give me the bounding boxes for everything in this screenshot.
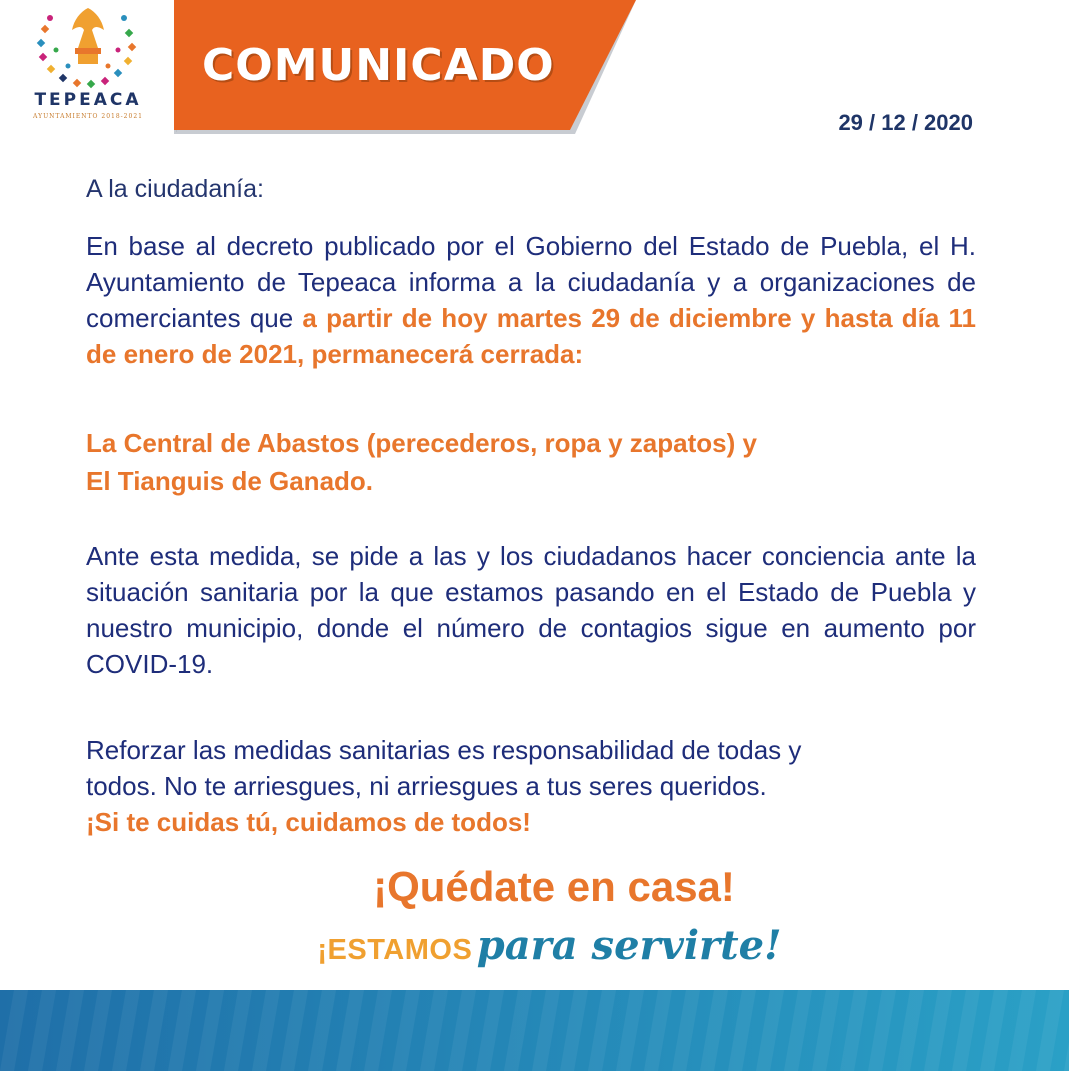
measures-line-1: Reforzar las medidas sanitarias es responsabilidad de todas y (86, 735, 802, 765)
measures-paragraph (86, 732, 976, 840)
logo-subtitle: AYUNTAMIENTO 2018-2021 (33, 113, 143, 120)
footer-pattern-band (0, 990, 1069, 1071)
stay-home-heading: ¡Quédate en casa! (373, 863, 735, 910)
logo-wordmark: TEPEACA (34, 90, 142, 110)
page-title: COMUNICADO (202, 40, 555, 91)
greeting: A la ciudadanía: (86, 175, 264, 203)
announcement-paragraph (86, 228, 976, 372)
care-slogan: ¡Si te cuidas tú, cuidamos de todos! (86, 807, 531, 837)
closed-locations (86, 424, 976, 500)
slogan-part-servirte: para servirte! (476, 922, 782, 969)
awareness-paragraph: Ante esta medida, se pide a las y los ciudadanos hacer conciencia ante la situación sanitaria por la que estamos pasando en el Estado de Puebla y nuestro municipio, donde el número de contagios sigue en aumento por COVID-19. (86, 541, 976, 679)
announcement-date: 29 / 12 / 2020 (838, 110, 973, 135)
closure-period-highlight: a partir de hoy martes 29 de diciembre y hasta día 11 de enero de 2021, permanecerá cerrada: (86, 303, 976, 369)
announcement-text: En base al decreto publicado por el Gobierno del Estado de Puebla, el H. Ayuntamiento de Tepeaca informa a la ciudadanía y a organizaciones de comerciantes que (86, 231, 976, 333)
closed-location-tianguis: El Tianguis de Ganado. (86, 466, 374, 496)
closed-location-central: La Central de Abastos (perecederos, ropa y zapatos) y (86, 428, 757, 458)
service-slogan (0, 922, 1069, 969)
eagle-emblem-icon (28, 2, 148, 90)
slogan-part-estamos: ¡ESTAMOS (317, 934, 473, 966)
measures-line-2: todos. No te arriesgues, ni arriesgues a tus seres queridos. (86, 771, 767, 801)
municipal-logo (0, 0, 177, 132)
